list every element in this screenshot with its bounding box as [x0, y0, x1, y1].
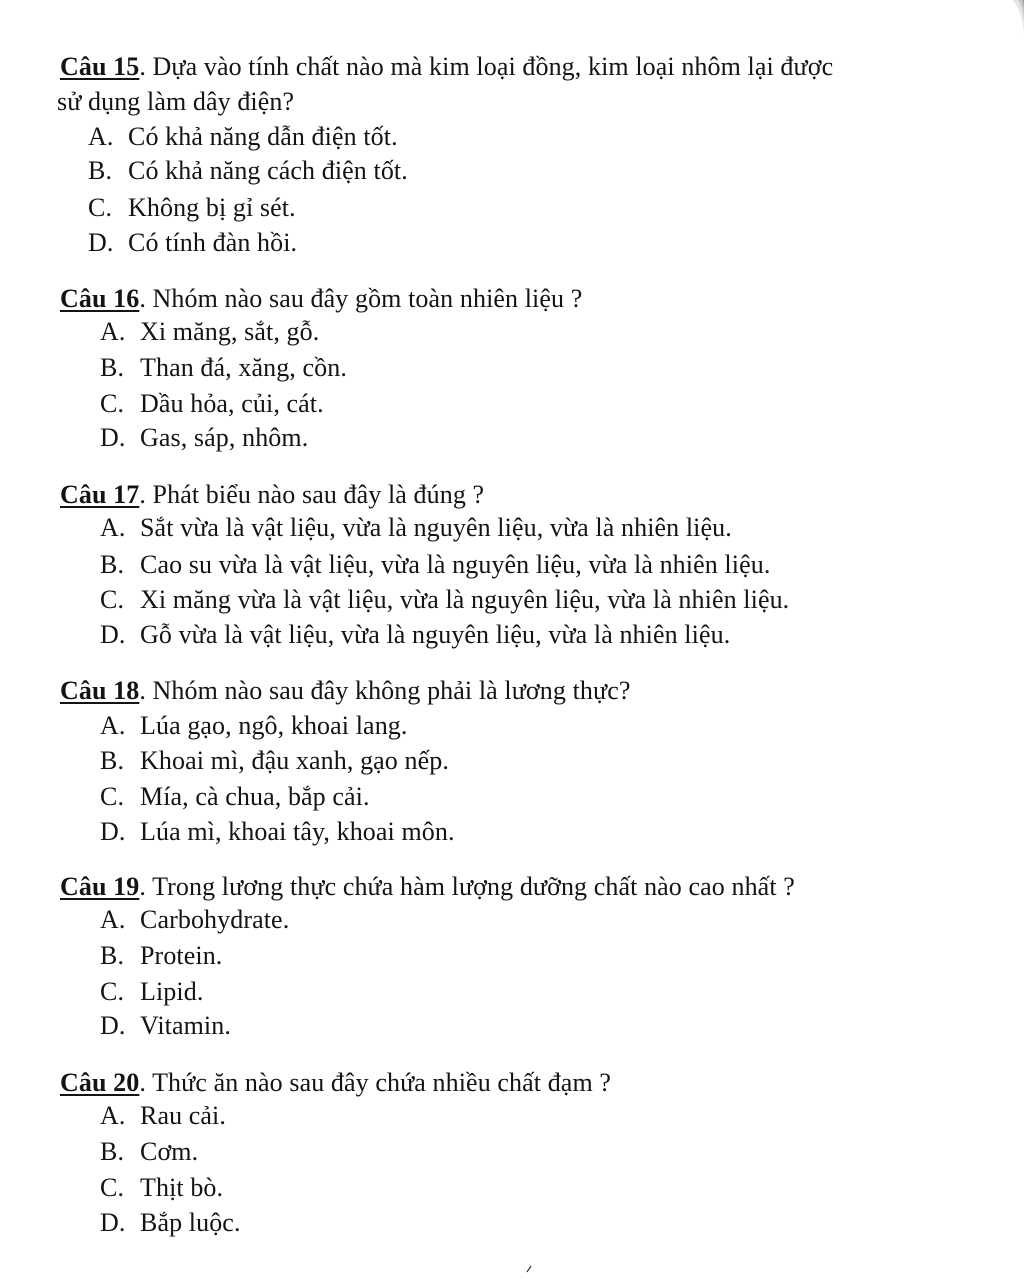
question-18	[0, 674, 1024, 854]
option-text: Mía, cà chua, bắp cải.	[140, 782, 370, 811]
option-text: Thịt bò.	[140, 1173, 224, 1202]
question-15	[0, 50, 1024, 260]
option-letter: C.	[100, 389, 125, 418]
option-letter: A.	[100, 905, 126, 934]
option-letter: C.	[100, 782, 125, 811]
option-a	[100, 903, 289, 937]
question-16	[0, 282, 1024, 462]
option-c	[100, 1171, 223, 1205]
question-19	[0, 870, 1024, 1050]
option-d	[100, 815, 455, 849]
option-letter: A.	[100, 711, 126, 740]
option-text: Gas, sáp, nhôm.	[140, 423, 309, 452]
option-letter: A.	[88, 122, 114, 151]
option-a	[100, 315, 319, 349]
option-letter: B.	[100, 550, 125, 579]
option-c	[100, 780, 370, 814]
option-text: Xi măng vừa là vật liệu, vừa là nguyên liệu, vừa là nhiên liệu.	[140, 585, 790, 614]
option-b	[100, 939, 222, 973]
option-text: Dầu hỏa, củi, cát.	[140, 389, 324, 418]
option-letter: A.	[100, 513, 126, 542]
option-a	[88, 120, 398, 154]
option-d	[100, 1206, 241, 1240]
option-b	[100, 744, 449, 778]
question-stem	[60, 282, 582, 316]
question-number: Câu 18	[60, 676, 140, 705]
option-text: Khoai mì, đậu xanh, gạo nếp.	[140, 746, 449, 775]
option-c	[100, 387, 324, 421]
option-letter: B.	[88, 156, 113, 185]
option-letter: B.	[100, 941, 125, 970]
option-d	[100, 421, 308, 455]
question-stem	[60, 870, 795, 904]
option-text: Sắt vừa là vật liệu, vừa là nguyên liệu, vừa là nhiên liệu.	[140, 513, 732, 542]
option-c	[88, 191, 296, 225]
question-number: Câu 19	[60, 872, 140, 901]
option-letter: D.	[88, 228, 114, 257]
option-text: Gỗ vừa là vật liệu, vừa là nguyên liệu, vừa là nhiên liệu.	[140, 620, 731, 649]
option-d	[100, 618, 730, 652]
option-text: Rau cải.	[140, 1101, 226, 1130]
option-b	[88, 154, 408, 188]
option-b	[100, 548, 770, 582]
question-stem	[60, 1066, 611, 1100]
option-text: Có khả năng cách điện tốt.	[128, 156, 408, 185]
option-letter: A.	[100, 317, 126, 346]
option-text: Carbohydrate.	[140, 905, 290, 934]
question-number: Câu 20	[60, 1068, 140, 1097]
option-d	[88, 226, 297, 260]
question-number: Câu 16	[60, 284, 140, 313]
option-text: Cao su vừa là vật liệu, vừa là nguyên liệu, vừa là nhiên liệu.	[140, 550, 771, 579]
option-text: Có khả năng dẫn điện tốt.	[128, 122, 398, 151]
option-letter: B.	[100, 746, 125, 775]
option-letter: A.	[100, 1101, 126, 1130]
option-text: Cơm.	[140, 1137, 199, 1166]
question-20	[0, 1066, 1024, 1246]
option-a	[100, 511, 732, 545]
option-text: Lúa gạo, ngô, khoai lang.	[140, 711, 408, 740]
option-letter: C.	[100, 1173, 125, 1202]
question-text: . Thức ăn nào sau đây chứa nhiều chất đạm ?	[139, 1068, 612, 1097]
option-a	[100, 709, 408, 743]
option-text: Bắp luộc.	[140, 1208, 241, 1237]
option-letter: D.	[100, 620, 126, 649]
option-letter: D.	[100, 1208, 126, 1237]
option-c	[100, 583, 789, 617]
option-letter: C.	[100, 977, 125, 1006]
question-stem	[60, 674, 630, 708]
question-text-continued: sử dụng làm dây điện?	[57, 87, 295, 116]
option-text: Protein.	[140, 941, 223, 970]
option-b	[100, 1135, 198, 1169]
question-text: . Dựa vào tính chất nào mà kim loại đồng, kim loại nhôm lại được	[139, 52, 834, 81]
question-17	[0, 478, 1024, 658]
option-text: Vitamin.	[140, 1011, 231, 1040]
option-letter: B.	[100, 353, 125, 382]
question-text: . Nhóm nào sau đây không phải là lương thực?	[139, 676, 631, 705]
option-letter: D.	[100, 423, 126, 452]
option-c	[100, 975, 203, 1009]
option-text: Lipid.	[140, 977, 204, 1006]
option-text: Lúa mì, khoai tây, khoai môn.	[140, 817, 455, 846]
option-text: Có tính đàn hồi.	[128, 228, 298, 257]
question-text: . Nhóm nào sau đây gồm toàn nhiên liệu ?	[139, 284, 583, 313]
option-letter: D.	[100, 1011, 126, 1040]
question-number: Câu 17	[60, 480, 140, 509]
stray-mark	[525, 1262, 533, 1270]
option-b	[100, 351, 347, 385]
option-d	[100, 1009, 231, 1043]
question-number: Câu 15	[60, 52, 140, 81]
option-letter: C.	[100, 585, 125, 614]
question-stem	[60, 478, 484, 512]
question-stem	[60, 50, 833, 84]
option-letter: B.	[100, 1137, 125, 1166]
option-text: Không bị gỉ sét.	[128, 193, 296, 222]
option-text: Xi măng, sắt, gỗ.	[140, 317, 320, 346]
option-letter: C.	[88, 193, 113, 222]
question-text: . Trong lương thực chứa hàm lượng dưỡng chất nào cao nhất ?	[139, 872, 795, 901]
option-letter: D.	[100, 817, 126, 846]
option-a	[100, 1099, 226, 1133]
question-text: . Phát biểu nào sau đây là đúng ?	[139, 480, 485, 509]
option-text: Than đá, xăng, cồn.	[140, 353, 347, 382]
